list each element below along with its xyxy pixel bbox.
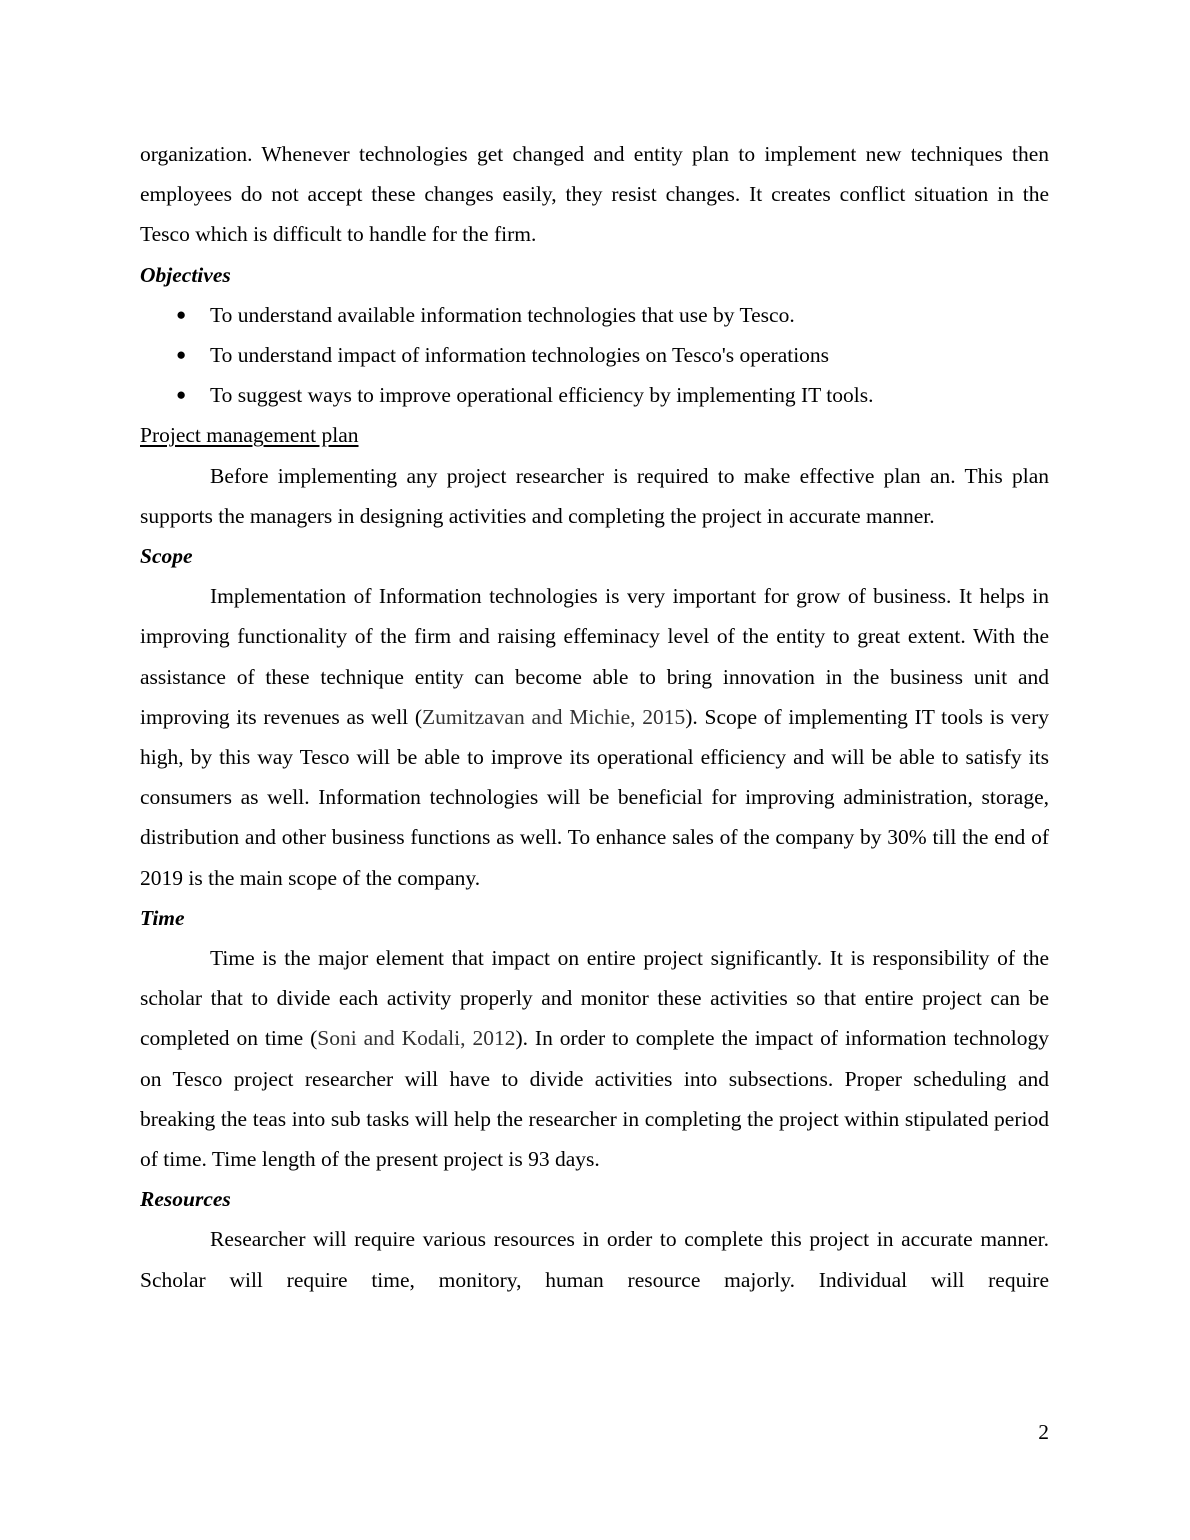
objective-text: To suggest ways to improve operational efficiency by implementing IT tools.	[210, 383, 874, 408]
objective-text: To understand impact of information technologies on Tesco's operations	[210, 343, 830, 368]
objectives-heading: Objectives	[140, 262, 231, 287]
bullet-icon: ●	[176, 385, 187, 405]
bullet-icon: ●	[176, 304, 187, 324]
project-plan-paragraph: Before implementing any project researcher is required to make effective plan an. This plan supports the managers in designing activities and completing the project in accurate manner.	[140, 463, 1049, 528]
scope-text-before: Implementation of Information technologies is very important for grow of business. It helps in improving functionality of the firm and raising effeminacy level of the entity to great extent. With the assistance of these technique entity can become able to bring innovation in the business unit and improving its revenues as well (	[140, 584, 1049, 729]
document-page	[140, 134, 1049, 1300]
time-paragraph	[140, 938, 1049, 1179]
list-item	[140, 295, 1049, 335]
list-item	[140, 335, 1049, 375]
time-heading: Time	[140, 905, 185, 930]
project-plan-heading: Project management plan	[140, 423, 359, 448]
scope-paragraph	[140, 576, 1049, 898]
bullet-icon: ●	[176, 345, 187, 365]
list-item	[140, 375, 1049, 415]
scope-text-after: ). Scope of implementing IT tools is very high, by this way Tesco will be able to improve its operational efficiency and will be able to satisfy its consumers as well. Information technologies will be beneficial for improving administration, storage, distribution and other business functions as well. To enhance sales of the company by 30% till the end of 2019 is the main scope of the company.	[140, 704, 1049, 890]
resources-paragraph: Researcher will require various resources in order to complete this project in accurate manner. Scholar will require time, monitory, human resource majorly. Individual will require	[140, 1227, 1049, 1292]
scope-citation: Zumitzavan and Michie, 2015	[422, 704, 686, 729]
time-text-before: Time is the major element that impact on entire project significantly. It is responsibility of the scholar that to divide each activity properly and monitor these activities so that entire project can be completed on time (	[140, 946, 1049, 1051]
objectives-list	[140, 295, 1049, 416]
intro-paragraph: organization. Whenever technologies get changed and entity plan to implement new techniques then employees do not accept these changes easily, they resist changes. It creates conflict situation in the Tesco which is difficult to handle for the firm.	[140, 142, 1049, 247]
resources-heading: Resources	[140, 1187, 231, 1212]
objective-text: To understand available information technologies that use by Tesco.	[210, 302, 795, 327]
scope-heading: Scope	[140, 544, 193, 569]
page-number: 2	[1038, 1420, 1049, 1444]
time-text-after: ). In order to complete the impact of information technology on Tesco project researcher will have to divide activities into subsections. Proper scheduling and breaking the teas into sub tasks will help the researcher in completing the project within stipulated period of time. Time length of the present project is 93 days.	[140, 1026, 1049, 1172]
time-citation: Soni and Kodali, 2012	[317, 1026, 516, 1051]
